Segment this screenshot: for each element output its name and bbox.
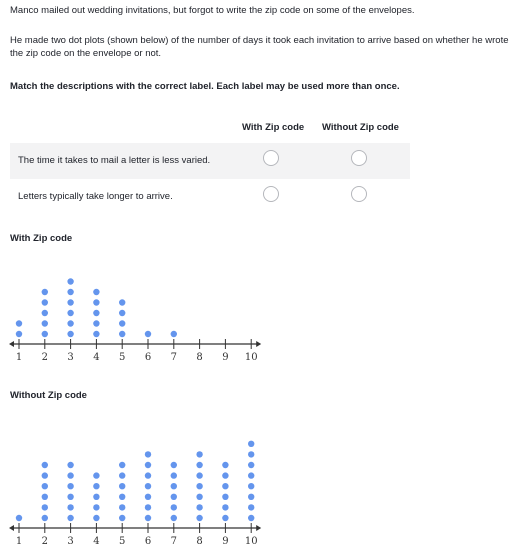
data-dot [171, 462, 177, 468]
column-header-without-zip: Without Zip code [322, 122, 399, 133]
data-dot [196, 515, 202, 521]
data-dot [119, 310, 125, 316]
data-dot [171, 504, 177, 510]
tick-label: 8 [196, 352, 203, 363]
table-header [10, 118, 410, 138]
tick-label: 3 [67, 536, 74, 547]
data-dot [222, 494, 228, 500]
data-dot [67, 483, 73, 489]
data-dot [119, 494, 125, 500]
data-dot [42, 310, 48, 316]
tick-label: 10 [244, 352, 258, 363]
tick-label: 2 [41, 536, 48, 547]
data-dot [222, 483, 228, 489]
data-dot [248, 462, 254, 468]
radio-without-zip[interactable] [351, 186, 367, 202]
tick-label: 10 [244, 536, 258, 547]
tick-label: 7 [170, 536, 177, 547]
data-dot [248, 504, 254, 510]
data-dot [119, 320, 125, 326]
data-dot [171, 331, 177, 337]
data-dot [67, 331, 73, 337]
data-dot [119, 462, 125, 468]
data-dot [196, 472, 202, 478]
data-dot [145, 331, 151, 337]
data-dot [42, 299, 48, 305]
axis-arrow-left [9, 341, 14, 347]
data-dot [196, 494, 202, 500]
data-dot [16, 320, 22, 326]
data-dot [145, 515, 151, 521]
dot-plot-without-zip [0, 418, 522, 558]
data-dot [248, 515, 254, 521]
data-dot [119, 483, 125, 489]
data-dot [119, 472, 125, 478]
data-dot [248, 451, 254, 457]
data-dot [145, 462, 151, 468]
intro-line-1: Manco mailed out wedding invitations, but forgot to write the zip code on some of the envelopes. [10, 5, 415, 16]
data-dot [119, 504, 125, 510]
plot-title-without-zip: Without Zip code [10, 390, 87, 401]
data-dot [67, 299, 73, 305]
data-dot [93, 320, 99, 326]
data-dot [145, 504, 151, 510]
plot-title-with-zip: With Zip code [10, 233, 73, 244]
axis-arrow-right [256, 525, 261, 531]
data-dot [196, 462, 202, 468]
tick-label: 1 [15, 352, 23, 363]
data-dot [196, 504, 202, 510]
data-dot [145, 451, 151, 457]
radio-with-zip[interactable] [263, 150, 279, 166]
data-dot [16, 331, 22, 337]
tick-label: 7 [170, 352, 177, 363]
tick-label: 5 [119, 352, 126, 363]
data-dot [93, 331, 99, 337]
data-dot [93, 310, 99, 316]
data-dot [171, 483, 177, 489]
data-dot [248, 483, 254, 489]
data-dot [145, 472, 151, 478]
tick-label: 8 [196, 536, 203, 547]
dot-plot-with-zip [0, 260, 522, 390]
data-dot [248, 472, 254, 478]
tick-label: 4 [93, 352, 100, 363]
data-dot [93, 483, 99, 489]
data-dot [119, 331, 125, 337]
data-dot [67, 515, 73, 521]
tick-label: 4 [93, 536, 100, 547]
column-header-with-zip: With Zip code [242, 122, 305, 133]
data-dot [42, 320, 48, 326]
table-row [10, 179, 410, 215]
data-dot [42, 462, 48, 468]
tick-label: 6 [144, 352, 152, 363]
data-dot [145, 483, 151, 489]
data-dot [42, 331, 48, 337]
data-dot [93, 289, 99, 295]
data-dot [67, 504, 73, 510]
data-dot [119, 515, 125, 521]
tick-label: 6 [144, 536, 152, 547]
data-dot [67, 289, 73, 295]
data-dot [67, 462, 73, 468]
data-dot [67, 278, 73, 284]
data-dot [196, 451, 202, 457]
data-dot [222, 472, 228, 478]
data-dot [145, 494, 151, 500]
data-dot [93, 472, 99, 478]
data-dot [93, 515, 99, 521]
data-dot [42, 289, 48, 295]
tick-label: 3 [67, 352, 74, 363]
table-row [10, 143, 410, 179]
data-dot [222, 462, 228, 468]
tick-label: 9 [222, 536, 229, 547]
data-dot [222, 515, 228, 521]
data-dot [67, 494, 73, 500]
data-dot [119, 299, 125, 305]
data-dot [248, 494, 254, 500]
data-dot [67, 310, 73, 316]
data-dot [67, 320, 73, 326]
data-dot [171, 515, 177, 521]
data-dot [171, 494, 177, 500]
radio-with-zip[interactable] [263, 186, 279, 202]
data-dot [93, 504, 99, 510]
data-dot [42, 515, 48, 521]
tick-label: 1 [15, 536, 23, 547]
row-label: The time it takes to mail a letter is less varied. [18, 155, 211, 166]
tick-label: 5 [119, 536, 126, 547]
axis-arrow-left [9, 525, 14, 531]
instruction: Match the descriptions with the correct label. Each label may be used more than once. [10, 81, 400, 92]
row-label: Letters typically take longer to arrive. [18, 191, 173, 202]
data-dot [196, 483, 202, 489]
data-dot [93, 494, 99, 500]
tick-label: 2 [41, 352, 48, 363]
data-dot [42, 494, 48, 500]
data-dot [42, 472, 48, 478]
data-dot [42, 504, 48, 510]
data-dot [171, 472, 177, 478]
data-dot [67, 472, 73, 478]
tick-label: 9 [222, 352, 229, 363]
radio-without-zip[interactable] [351, 150, 367, 166]
data-dot [93, 299, 99, 305]
data-dot [222, 504, 228, 510]
data-dot [16, 515, 22, 521]
data-dot [248, 441, 254, 447]
intro-line-2: He made two dot plots (shown below) of the number of days it took each invitation to arrive based on whether he wrote the zip code on the envelope or not. [10, 35, 509, 59]
data-dot [42, 483, 48, 489]
axis-arrow-right [256, 341, 261, 347]
